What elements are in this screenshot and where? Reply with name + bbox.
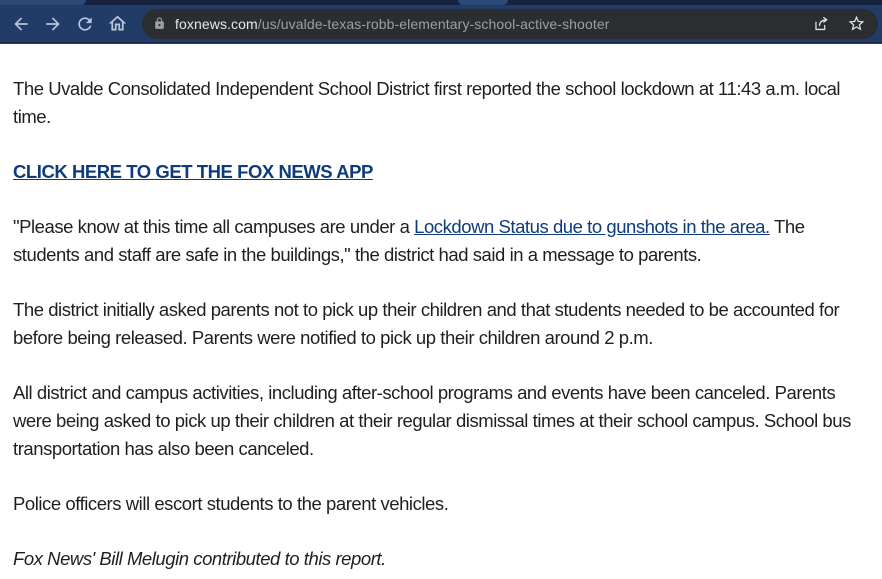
reload-icon — [75, 14, 95, 34]
omnibox-actions — [812, 14, 866, 33]
browser-chrome — [0, 0, 882, 44]
paragraph-activities-canceled: All district and campus activities, including after-school programs and events have been canceled. Parents were being asked to pick up their children at their regular dismissal times at their school campus. School bus transportation has also been canceled. — [13, 382, 851, 459]
home-button[interactable] — [102, 9, 132, 39]
paragraph-lockdown-reported: The Uvalde Consolidated Independent School District first reported the school lockdown at 11:43 a.m. local time. — [13, 78, 841, 127]
address-bar[interactable] — [142, 9, 878, 39]
article-body — [0, 44, 882, 573]
bookmark-star-button[interactable] — [847, 14, 866, 33]
paragraph-district-statement — [13, 213, 869, 269]
contributor-byline: Fox News' Bill Melugin contributed to this report. — [13, 548, 386, 569]
share-icon — [812, 14, 831, 33]
back-button[interactable] — [6, 9, 36, 39]
statement-text-after: The students and staff are safe in the buildings," the district had said in a message to parents. — [13, 216, 805, 265]
paragraph-pickup-instructions: The district initially asked parents not to pick up their children and that students needed to be accounted for before being released. Parents were notified to pick up their children around 2 p.m. — [13, 299, 840, 348]
lockdown-status-link[interactable]: Lockdown Status due to gunshots in the area. — [414, 216, 770, 237]
browser-toolbar — [0, 5, 882, 43]
forward-button[interactable] — [38, 9, 68, 39]
share-button[interactable] — [812, 14, 831, 33]
lock-icon — [153, 17, 166, 30]
url-text[interactable] — [175, 16, 609, 32]
url-path: /us/uvalde-texas-robb-elementary-school-active-shooter — [257, 15, 610, 32]
paragraph-app-link — [13, 158, 869, 186]
fox-news-app-link[interactable]: CLICK HERE TO GET THE FOX NEWS APP — [13, 161, 373, 182]
reload-button[interactable] — [70, 9, 100, 39]
forward-icon — [43, 14, 63, 34]
statement-text-before: "Please know at this time all campuses are under a — [13, 216, 415, 237]
star-icon — [847, 14, 866, 33]
paragraph-police-escort: Police officers will escort students to the parent vehicles. — [13, 493, 449, 514]
home-icon — [107, 13, 128, 34]
url-domain: foxnews.com — [175, 15, 258, 32]
back-icon — [11, 14, 31, 34]
